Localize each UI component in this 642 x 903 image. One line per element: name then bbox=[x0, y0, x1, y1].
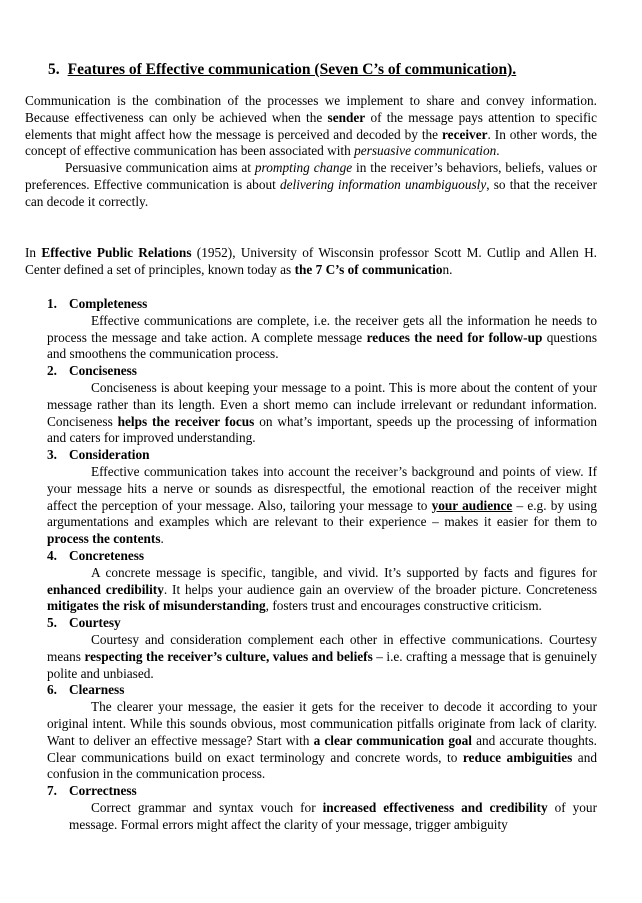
item-body bbox=[47, 380, 597, 447]
item-heading: Concreteness bbox=[69, 547, 145, 563]
item-heading: Completeness bbox=[69, 296, 148, 311]
item-heading: Correctness bbox=[69, 783, 137, 799]
text-run: A concrete message is specific, tangible, and vivid. It’s supported by facts and figures for bbox=[91, 564, 597, 580]
bold-run: reduces the need for follow-up bbox=[366, 329, 543, 345]
text-run: Correct grammar and syntax vouch for bbox=[91, 799, 323, 815]
section-title: Features of Effective communication (Seven C’s of communication). bbox=[67, 61, 517, 78]
text-run: and accurate thoughts. Clear communications build on exact terminology and concrete words, to bbox=[47, 732, 597, 765]
intro-paragraph-2 bbox=[25, 160, 597, 210]
italic-persuasive: persuasive communication bbox=[354, 143, 497, 159]
item-number: 1. bbox=[47, 296, 57, 311]
bold-7cs: the 7 C’s of communicatio bbox=[294, 261, 443, 277]
item-body bbox=[47, 699, 597, 783]
item-heading: Conciseness bbox=[69, 363, 137, 379]
item-number: 5. bbox=[47, 615, 57, 631]
bold-run: a clear communication goal bbox=[313, 732, 472, 748]
bold-epr: Effective Public Relations bbox=[41, 245, 192, 260]
text-run: Persuasive communication aims at bbox=[65, 160, 255, 176]
text-run: of your message. Formal errors might affect the clarity of your message, trigger ambiguity bbox=[69, 799, 597, 832]
item-body bbox=[47, 800, 597, 834]
text-run: questions and smoothens the communication process. bbox=[47, 329, 597, 362]
italic-prompting: prompting change bbox=[254, 160, 353, 176]
bold-sender: sender bbox=[327, 109, 366, 125]
item-number: 7. bbox=[47, 783, 57, 799]
item-title bbox=[47, 447, 597, 464]
bold-run: enhanced credibility bbox=[47, 581, 164, 597]
text-run: Conciseness is about keeping your message to a point. This is more about the content of your message rather than its length. Even a short memo can include irrelevant or redundant information. Conciseness bbox=[47, 379, 597, 429]
list-item bbox=[47, 548, 597, 615]
text-run: (1952), University of Wisconsin professor Scott M. Cutlip and Allen H. Center defined a set of principles, known today as bbox=[25, 245, 597, 277]
underlined-your-audience: your audience bbox=[431, 497, 513, 513]
item-number: 6. bbox=[47, 682, 57, 698]
intro-paragraph-3 bbox=[25, 245, 597, 279]
italic-delivering: delivering information unambiguously bbox=[279, 176, 487, 192]
bold-run: process the contents bbox=[47, 531, 161, 547]
text-run: In bbox=[25, 245, 42, 260]
text-run: – i.e. crafting a message that is genuinely polite and unbiased. bbox=[47, 648, 597, 681]
item-heading: Consideration bbox=[69, 447, 150, 463]
section-heading bbox=[48, 61, 516, 79]
text-run: in the receiver’s behaviors, beliefs, values or preferences. Effective communication is about bbox=[25, 160, 598, 192]
intro-block bbox=[25, 93, 597, 211]
item-number: 4. bbox=[47, 547, 57, 563]
intro-paragraph-1 bbox=[25, 93, 597, 160]
section-number: 5. bbox=[48, 61, 60, 78]
item-body bbox=[47, 565, 597, 615]
list-item bbox=[47, 615, 597, 682]
bold-run: mitigates the risk of misunderstanding bbox=[47, 598, 266, 614]
text-run: . In other words, the concept of effective communication has been associated with bbox=[25, 126, 597, 159]
item-title bbox=[47, 548, 597, 565]
text-run: Courtesy and consideration complement each other in effective communications. Courtesy means bbox=[47, 631, 597, 664]
text-run: Effective communications are complete, i.e. the receiver gets all the information he needs to process the message and take action. A complete message bbox=[47, 312, 597, 345]
item-title bbox=[47, 615, 597, 632]
item-body bbox=[47, 632, 597, 682]
item-heading: Courtesy bbox=[69, 615, 121, 631]
text-run: . bbox=[160, 531, 164, 547]
item-number: 2. bbox=[47, 363, 57, 379]
list-item bbox=[47, 783, 597, 833]
item-title bbox=[47, 363, 597, 380]
bold-receiver: receiver bbox=[442, 126, 488, 142]
text-run: The clearer your message, the easier it gets for the receiver to decode it according to your original intent. While this sounds obvious, most communication pitfalls originate from lack of clarity. Want to deliver an effective message? Start with bbox=[47, 699, 597, 748]
bold-run: helps the receiver focus bbox=[117, 413, 255, 429]
item-title bbox=[47, 682, 597, 699]
item-number: 3. bbox=[47, 447, 57, 463]
text-run: , fosters trust and encourages constructive criticism. bbox=[265, 598, 542, 614]
text-run: on what’s important, speeds up the processing of information and caters for improved understanding. bbox=[47, 413, 597, 446]
list-item bbox=[47, 296, 597, 363]
text-run: of the message pays attention to specific elements that might affect how the message is perceived and decoded by the bbox=[25, 109, 597, 142]
text-run: n. bbox=[442, 261, 453, 277]
item-title bbox=[47, 296, 597, 313]
list-item bbox=[47, 447, 597, 548]
text-run: and confusion in the communication process. bbox=[47, 749, 598, 782]
paragraph bbox=[25, 245, 597, 279]
bold-run: increased effectiveness and credibility bbox=[322, 799, 548, 815]
seven-cs-list bbox=[47, 296, 597, 834]
item-body bbox=[47, 313, 597, 363]
text-run: Effective communication takes into account the receiver’s background and points of view. If your message hits a nerve or sounds as disrespectful, the emotional reaction of the receiver might affect the perception of your message. Also, tailoring your message to bbox=[47, 463, 597, 513]
list-item bbox=[47, 682, 597, 783]
text-run: , so that the receiver can decode it correctly. bbox=[25, 176, 598, 209]
text-run: . bbox=[496, 143, 500, 159]
bold-run: reduce ambiguities bbox=[462, 749, 573, 765]
text-run: – e.g. by using argumentations and examples which are relevant to their experience – makes it easier for them to bbox=[47, 497, 597, 530]
list-item bbox=[47, 363, 597, 447]
item-body bbox=[47, 464, 597, 548]
text-run: Communication is the combination of the processes we implement to share and convey information. Because effectiveness can only be achieved when the bbox=[25, 93, 597, 125]
bold-run: respecting the receiver’s culture, values and beliefs bbox=[84, 648, 373, 664]
text-run: . It helps your audience gain an overview of the broader picture. Concreteness bbox=[163, 581, 597, 597]
item-title bbox=[47, 783, 597, 800]
item-heading: Clearness bbox=[69, 682, 125, 698]
